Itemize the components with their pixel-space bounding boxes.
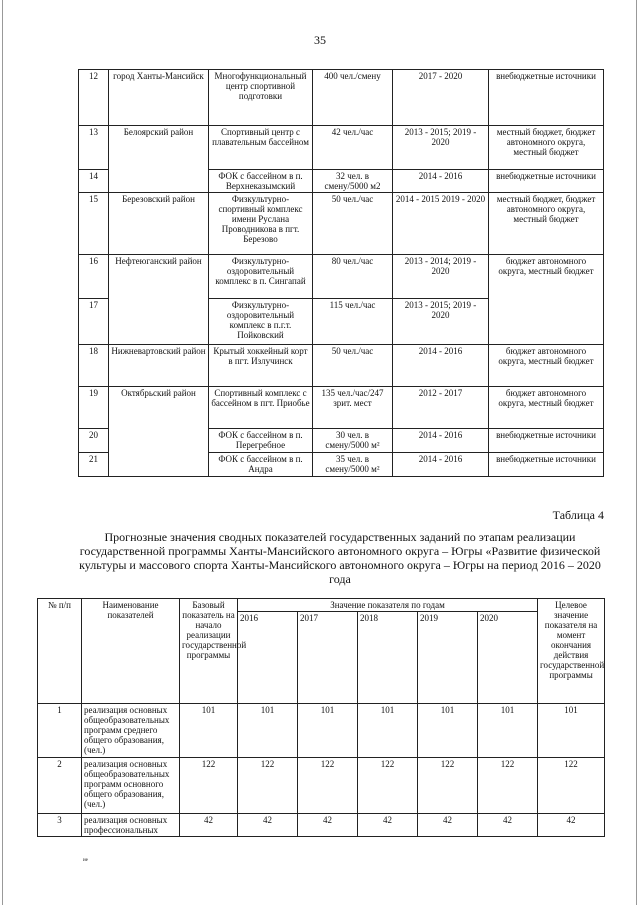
object-cell: Физкультурно-оздоровительный комплекс в п.г.т. Пойковский: [209, 299, 313, 345]
page-number: 35: [314, 33, 326, 47]
years-cell: 2014 - 2016: [393, 345, 489, 387]
header-name: Наименование показателей: [82, 599, 180, 704]
target-value: 101: [538, 704, 605, 758]
object-cell: ФОК с бассейном в п. Перегребное: [209, 429, 313, 453]
object-cell: Физкультурно-оздоровительный комплекс в п. Сингапай: [209, 255, 313, 299]
year-value: 101: [298, 704, 358, 758]
row-number: 13: [79, 126, 109, 170]
row-number: 17: [79, 299, 109, 345]
year-value: 122: [478, 758, 538, 814]
source-cell: внебюджетные источники: [489, 170, 604, 193]
right-edge: [636, 0, 637, 905]
row-number: 2: [38, 758, 82, 814]
base-value: 101: [180, 704, 238, 758]
header-target: Целевое значение показателя на момент окончания действия государственной программы: [538, 599, 605, 704]
year-value: 42: [478, 814, 538, 837]
object-cell: Крытый хоккейный корт в пгт. Излучинск: [209, 345, 313, 387]
row-number: 20: [79, 429, 109, 453]
capacity-cell: 32 чел. в смену/5000 м2: [313, 170, 393, 193]
table-title: Прогнозные значения сводных показателей государственных заданий по этапам реализации государственной программы Ханты-Мансийского автономного округа – Югры «Развитие физической культуры и массового спорта Ханты-Мансийского автономного округа – Югры на период 2016 – 2020 года: [79, 530, 601, 586]
year-value: 101: [478, 704, 538, 758]
source-cell: внебюджетные источники: [489, 70, 604, 126]
source-cell: внебюджетные источники: [489, 429, 604, 453]
row-number: 21: [79, 453, 109, 477]
row-number: 19: [79, 387, 109, 429]
year-value: 122: [238, 758, 298, 814]
year-value: 101: [418, 704, 478, 758]
objects-table: [78, 69, 604, 477]
header-row: [38, 599, 605, 612]
source-cell: бюджет автономного округа, местный бюджет: [489, 255, 604, 345]
year-value: 122: [358, 758, 418, 814]
table-row: [79, 126, 604, 170]
header-num: № п/п: [38, 599, 82, 704]
header-year: 2018: [358, 612, 418, 704]
table-row: [79, 255, 604, 299]
years-cell: 2013 - 2014; 2019 - 2020: [393, 255, 489, 299]
year-value: 42: [418, 814, 478, 837]
source-cell: бюджет автономного округа, местный бюджет: [489, 345, 604, 387]
header-year: 2016: [238, 612, 298, 704]
capacity-cell: 50 чел./час: [313, 345, 393, 387]
year-value: 42: [298, 814, 358, 837]
table-caption: Таблица 4: [552, 508, 604, 522]
capacity-cell: 80 чел./час: [313, 255, 393, 299]
indicators-table: [37, 598, 605, 837]
indicator-name: реализация основных общеобразовательных программ среднего общего образования, (чел.): [82, 704, 180, 758]
object-cell: Многофункциональный центр спортивной подготовки: [209, 70, 313, 126]
table-row: [38, 814, 605, 837]
capacity-cell: 400 чел./смену: [313, 70, 393, 126]
years-cell: 2014 - 2016: [393, 429, 489, 453]
row-number: 15: [79, 193, 109, 255]
header-base: Базовый показатель на начало реализации государственной программы: [180, 599, 238, 704]
base-value: 122: [180, 758, 238, 814]
years-cell: 2014 - 2015 2019 - 2020: [393, 193, 489, 255]
district-cell: Нефтеюганский район: [109, 255, 209, 345]
row-number: 18: [79, 345, 109, 387]
district-cell: Белоярский район: [109, 126, 209, 193]
target-value: 122: [538, 758, 605, 814]
left-edge: [2, 0, 3, 905]
years-cell: 2013 - 2015; 2019 - 2020: [393, 299, 489, 345]
year-value: 42: [358, 814, 418, 837]
years-cell: 2017 - 2020: [393, 70, 489, 126]
base-value: 42: [180, 814, 238, 837]
indicator-name: реализация основных общеобразовательных программ основного общего образования, (чел.): [82, 758, 180, 814]
year-value: 122: [418, 758, 478, 814]
table-row: [38, 704, 605, 758]
year-value: 122: [298, 758, 358, 814]
capacity-cell: 115 чел./час: [313, 299, 393, 345]
object-cell: Физкультурно-спортивный комплекс имени Руслана Проводникова в пгт. Березово: [209, 193, 313, 255]
source-cell: бюджет автономного округа, местный бюджет: [489, 387, 604, 429]
row-number: 3: [38, 814, 82, 837]
capacity-cell: 42 чел./час: [313, 126, 393, 170]
capacity-cell: 30 чел. в смену/5000 м²: [313, 429, 393, 453]
object-cell: Спортивный комплекс с бассейном в пгт. Приобье: [209, 387, 313, 429]
year-value: 42: [238, 814, 298, 837]
district-cell: город Ханты-Мансийск: [109, 70, 209, 126]
row-number: 1: [38, 704, 82, 758]
district-cell: Березовский район: [109, 193, 209, 255]
source-cell: внебюджетные источники: [489, 453, 604, 477]
capacity-cell: 50 чел./час: [313, 193, 393, 255]
row-number: 14: [79, 170, 109, 193]
source-cell: местный бюджет, бюджет автономного округа, местный бюджет: [489, 126, 604, 170]
header-years-group: Значение показателя по годам: [238, 599, 538, 612]
table-row: [79, 387, 604, 429]
footer-mark: ие: [83, 858, 88, 863]
indicator-name: реализация основных профессиональных: [82, 814, 180, 837]
years-cell: 2013 - 2015; 2019 - 2020: [393, 126, 489, 170]
capacity-cell: 135 чел./час/247 зрит. мест: [313, 387, 393, 429]
target-value: 42: [538, 814, 605, 837]
header-year: 2020: [478, 612, 538, 704]
years-cell: 2014 - 2016: [393, 453, 489, 477]
district-cell: Октябрьский район: [109, 387, 209, 477]
table-row: [79, 193, 604, 255]
header-year: 2019: [418, 612, 478, 704]
object-cell: ФОК с бассейном в п. Андра: [209, 453, 313, 477]
row-number: 12: [79, 70, 109, 126]
header-year: 2017: [298, 612, 358, 704]
table-row: [79, 70, 604, 126]
year-value: 101: [238, 704, 298, 758]
capacity-cell: 35 чел. в смену/5000 м²: [313, 453, 393, 477]
object-cell: Спортивный центр с плавательным бассейном: [209, 126, 313, 170]
object-cell: ФОК с бассейном в п. Верхнеказымский: [209, 170, 313, 193]
source-cell: местный бюджет, бюджет автономного округа, местный бюджет: [489, 193, 604, 255]
years-cell: 2014 - 2016: [393, 170, 489, 193]
district-cell: Нижневартовский район: [109, 345, 209, 387]
table-row: [38, 758, 605, 814]
years-cell: 2012 - 2017: [393, 387, 489, 429]
row-number: 16: [79, 255, 109, 299]
year-value: 101: [358, 704, 418, 758]
table-row: [79, 345, 604, 387]
